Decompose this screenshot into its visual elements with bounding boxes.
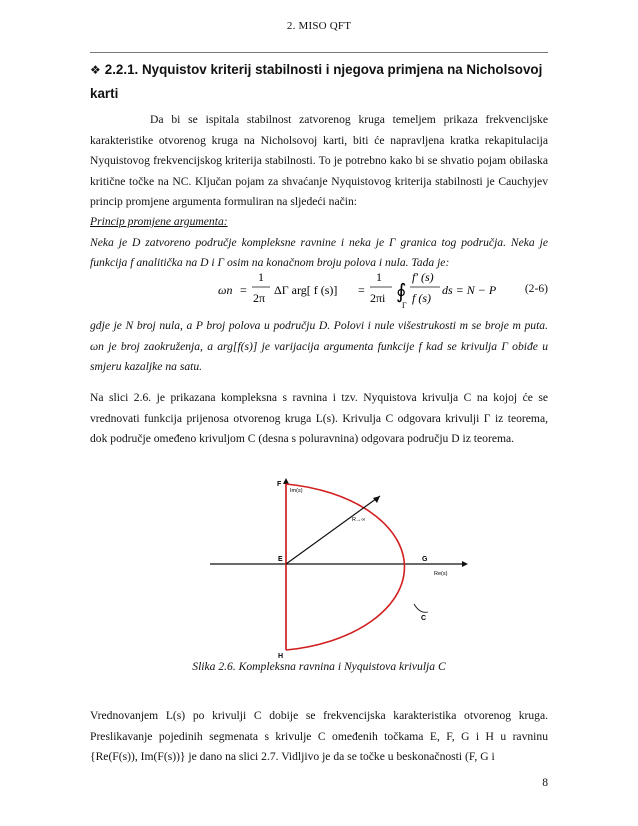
page-number: 8: [542, 776, 548, 789]
eq1-op: ΔΓ arg[ f (s)]: [274, 283, 338, 297]
nyquist-semicircle: [286, 484, 404, 650]
principle-statement: Neka je D zatvoreno područje kompleksne ravnine i neka je Γ granica tog područja. Neka je funkcija f analitička na D i Γ osim na konačnom broju polova i nula. Tada je:: [90, 235, 548, 270]
point-e-label: E: [278, 556, 283, 563]
figure-paragraph: Na slici 2.6. je prikazana kompleksna s ravnina i tzv. Nyquistova krivulja C na kojoj će se vrednovati funkcija prijenosa otvorenog kruga L(s). Krivulja C odgovara krivulji Γ iz teorema, dok područje omeđeno krivuljom C (desna s poluravnina) odgovara području D iz teorema.: [90, 391, 548, 446]
equation-number: (2-6): [524, 282, 548, 295]
figure-caption: Slika 2.6. Kompleksna ravnina i Nyquistova krivulja C: [192, 660, 446, 673]
equation-2-6: [90, 268, 548, 312]
point-g-label: G: [422, 556, 428, 563]
eq-lhs: ωn: [218, 283, 233, 297]
curve-c-pointer: [414, 604, 428, 612]
eq2-den: 2πi: [370, 291, 386, 305]
radius-label: R→∞: [352, 517, 366, 523]
eq1-num: 1: [258, 270, 264, 284]
figure-2-6: [200, 474, 480, 660]
radius-arrow: [373, 496, 380, 503]
eq-rhs: ds = N − P: [442, 283, 497, 297]
integrand-den: f (s): [412, 291, 431, 305]
diamond-bullet-icon: ❖: [90, 63, 101, 77]
explanation-paragraph: gdje je N broj nula, a P broj polova u području D. Polovi i nule višestrukosti m se broje m puta. ωn je broj zaokruženja, a arg[f(s)] je varijacija argumenta funkcije f kad se krivulja Γ obiđe u smjeru kazaljke na satu.: [90, 319, 548, 374]
point-h-label: H: [278, 653, 284, 660]
principle-title: Princip promjene argumenta:: [90, 215, 228, 228]
running-header: 2. MISO QFT: [286, 20, 352, 32]
eq2-num: 1: [376, 270, 382, 284]
section-heading: [90, 58, 548, 106]
integral-subscript: Γ: [402, 301, 407, 310]
re-axis-label: Re(s): [434, 571, 448, 577]
contour-integral-symbol: ∮: [396, 281, 407, 303]
svg-text:=: =: [358, 283, 365, 297]
intro-paragraph: Da bi se ispitala stabilnost zatvorenog kruga temeljem prikaza frekvencijske karakteristike otvorenog kruga na Nicholsovoj karti, biti će napravljena kratka rekapitulacija Nyquistovog frekvencijskog kriterija stabilnosti. To je potrebno kako bi se shvatio pojam obilaska kritične točke na NC. Ključan pojam za shvaćanje Nyquistovog kriterija stabilnosti je Cauchyjev princip promjene argumenta formuliran na sljedeći način:: [90, 113, 548, 209]
real-axis-arrow: [462, 561, 468, 567]
imag-axis-arrow: [283, 478, 289, 484]
im-axis-label: Im(s): [290, 488, 303, 494]
curve-c-label: C: [421, 615, 427, 622]
nyquist-contour-diagram: [200, 474, 480, 660]
integrand-num: f′ (s): [412, 270, 434, 284]
radius-line: [286, 496, 380, 564]
point-f-label: F: [277, 481, 282, 488]
header-rule: [90, 52, 548, 53]
svg-text:=: =: [240, 283, 247, 297]
closing-paragraph: Vrednovanjem L(s) po krivulji C dobije se frekvencijska karakteristika otvorenog kruga. Preslikavanje pojedinih segmenata s krivulje C omeđenih točkama E, F, G i H u ravninu {Re(F(s)), Im(F(s))} je dano na slici 2.7. Vidljivo je da se točke u beskonačnosti (F, G i: [90, 709, 548, 764]
section-heading-text: 2.2.1. Nyquistov kriterij stabilnosti i njegova primjena na Nicholsovoj karti: [90, 62, 543, 101]
eq1-den: 2π: [253, 291, 266, 305]
principle-block: [90, 212, 548, 274]
equation-svg: [90, 268, 510, 312]
